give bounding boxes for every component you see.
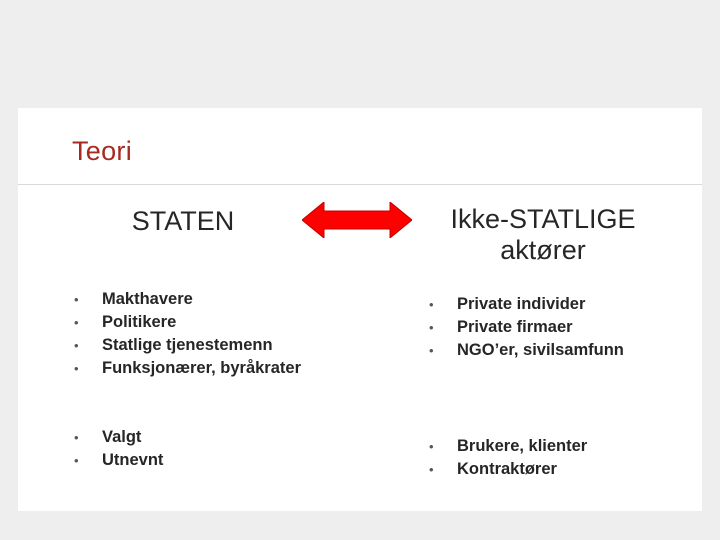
left-list-2: [76, 426, 306, 472]
list-item: • Makthavere: [76, 288, 306, 311]
list-item: • Politikere: [76, 311, 306, 334]
slide: [18, 108, 702, 511]
right-heading: Ikke-STATLIGE aktører: [450, 204, 636, 265]
list-item: • Private individer: [431, 293, 691, 316]
list-item: • Funksjonærer, byråkrater: [76, 357, 306, 380]
list-item: • Valgt: [76, 426, 306, 449]
list-item: • Statlige tjenestemenn: [76, 334, 306, 357]
title-divider: [18, 184, 702, 185]
slide-title: Teori: [72, 136, 133, 166]
list-item: • Private firmaer: [431, 316, 691, 339]
list-item: • Utnevnt: [76, 449, 306, 472]
right-list-1: [431, 293, 691, 362]
double-arrow-icon: [302, 202, 412, 238]
left-list-1: [76, 288, 306, 380]
list-item: • Kontraktører: [431, 458, 691, 481]
list-item: • Brukere, klienter: [431, 435, 691, 458]
list-item: • NGO’er, sivilsamfunn: [431, 339, 691, 362]
right-list-2: [431, 435, 691, 481]
left-heading: STATEN: [131, 206, 235, 236]
